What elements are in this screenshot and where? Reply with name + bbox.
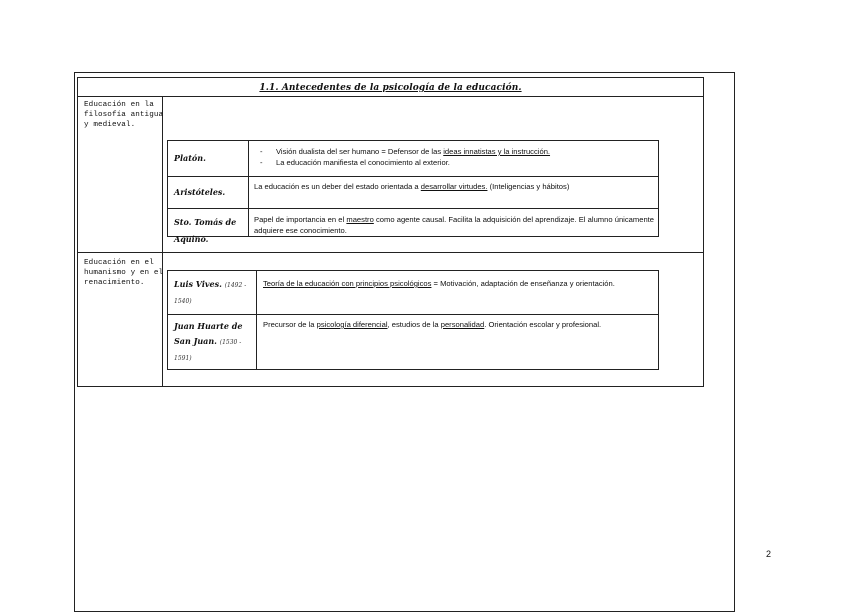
author-name: Aristóteles. — [174, 187, 226, 197]
row-huarte — [168, 314, 658, 370]
bullet-list — [256, 146, 652, 168]
title-divider — [78, 96, 703, 97]
author-dates: (1492 - 1540) — [174, 282, 247, 305]
author-dates: (1530 - 1591) — [174, 339, 242, 362]
row-description: La educación es un deber del estado orientada a desarrollar virtudes. (Inteligencias y hábitos) — [254, 182, 570, 191]
label-column-divider — [162, 96, 163, 387]
section-label-antigua: Educación en la filosofía antigua y medieval. — [84, 101, 164, 129]
bullet-item: - Visión dualista del ser humano = Defensor de las ideas innatistas y la instrucción. — [256, 146, 652, 157]
row-description: Precursor de la psicología diferencial, estudios de la personalidad. Orientación escolar y profesional. — [263, 320, 602, 329]
inner-table-renacimiento — [167, 270, 659, 370]
author-name: Platón. — [174, 153, 206, 163]
row-description: Teoría de la educación con principios psicológicos = Motivación, adaptación de enseñanza y orientación. — [263, 279, 615, 288]
row-description — [256, 146, 652, 168]
table-title: 1.1. Antecedentes de la psicología de la educación. — [259, 83, 522, 93]
row-aristoteles — [168, 176, 658, 209]
section-divider — [78, 252, 703, 253]
section-label-renacimiento: Educación en el humanismo y en el renacimiento. — [84, 259, 164, 287]
row-tomas — [168, 208, 658, 244]
row-description: Papel de importancia en el maestro como agente causal. Facilita la adquisición del aprendizaje. El alumno únicamente adquiere ese conocimiento. — [254, 215, 654, 235]
bullet-item: - La educación manifiesta el conocimiento al exterior. — [256, 157, 652, 168]
author-name: Juan Huarte de San Juan. (1530 - 1591) — [174, 321, 243, 362]
page-number: 2 — [766, 549, 772, 559]
author-name: Luis Vives. (1492 - 1540) — [174, 279, 247, 305]
inner-table-antigua — [167, 140, 659, 244]
row-vives — [168, 271, 658, 314]
row-platon — [168, 141, 658, 176]
author-name: Sto. Tomás de Aquino. — [174, 217, 237, 244]
antecedentes-table — [77, 77, 704, 387]
